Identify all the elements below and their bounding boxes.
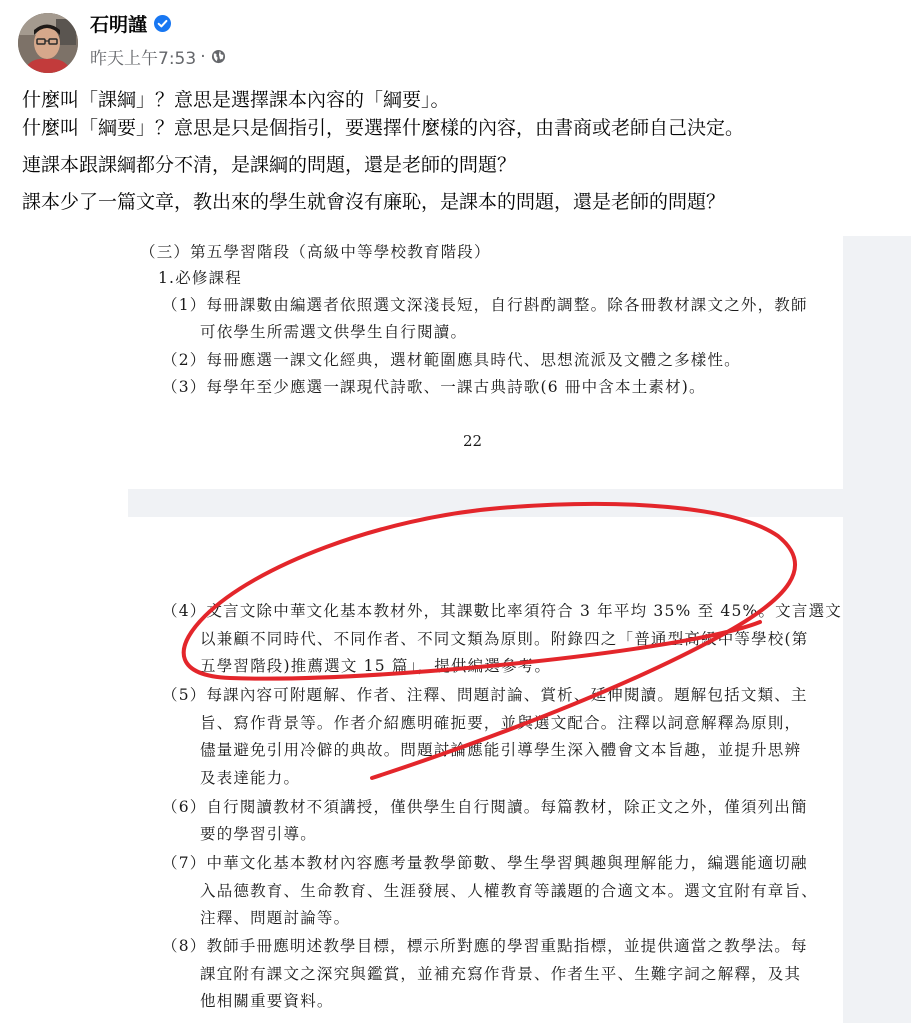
doc-line: 可依學生所需選文供學生自行閱讀。: [200, 323, 468, 341]
meta-separator: ·: [200, 46, 206, 67]
page-margin: [0, 489, 128, 1023]
page-number: 22: [463, 432, 483, 450]
author-name[interactable]: 石明謹: [90, 14, 148, 36]
doc-line: 及表達能力。: [200, 769, 301, 787]
globe-icon[interactable]: [211, 49, 226, 64]
doc-line: （2）每冊應選一課文化經典，選材範圍應具時代、思想流派及文體之多樣性。: [162, 351, 741, 369]
post-header: [0, 0, 911, 80]
doc-line: （1）每冊課數由編選者依照選文深淺長短，自行斟酌調整。除各冊教材課文之外，教師: [162, 296, 808, 314]
post-meta: [90, 44, 226, 69]
author-line: [90, 10, 171, 37]
post-image[interactable]: [0, 236, 911, 1023]
post-line: 課本少了一篇文章，教出來的學生就會沒有廉恥，是課本的問題，還是老師的問題？: [22, 191, 726, 213]
doc-line: 五學習階段)推薦選文 15 篇」，提供編選參考。: [200, 657, 552, 675]
doc-heading: （三）第五學習階段（高級中等學校教育階段）: [140, 243, 491, 261]
doc-line: 注釋、問題討論等。: [200, 909, 351, 927]
doc-line: 旨、寫作背景等。作者介紹應明確扼要，並與選文配合。注釋以詞意解釋為原則，: [200, 714, 802, 732]
doc-line: （7）中華文化基本教材內容應考量教學節數、學生學習興趣與理解能力，編選能適切融: [162, 854, 808, 872]
doc-line: 儘量避免引用冷僻的典故。問題討論應能引導學生深入體會文本旨趣，並提升思辨: [200, 741, 802, 759]
doc-line: 他相關重要資料。: [200, 992, 334, 1010]
verified-badge-icon: [154, 15, 171, 32]
doc-subheading: 1.必修課程: [158, 269, 242, 287]
post-line: 什麼叫「課綱」？意思是選擇課本內容的「綱要」。: [22, 89, 450, 111]
document-page-22: [0, 236, 843, 489]
doc-line: （5）每課內容可附題解、作者、注釋、問題討論、賞析、延伸閱讀。題解包括文類、主: [162, 686, 808, 704]
doc-line: 以兼顧不同時代、不同作者、不同文類為原則。附錄四之「普通型高級中等學校(第: [200, 630, 809, 648]
doc-line: （8）教師手冊應明述教學目標，標示所對應的學習重點指標，並提供適當之教學法。每: [162, 937, 808, 955]
post-line: 連課本跟課綱都分不清，是課綱的問題，還是老師的問題？: [22, 154, 517, 176]
author-avatar[interactable]: [18, 13, 78, 73]
post-line: 什麼叫「綱要」？意思是只是個指引，要選擇什麼樣的內容，由書商或老師自己決定。: [22, 117, 745, 139]
doc-line: （4）文言文除中華文化基本教材外，其課數比率須符合 3 年平均 35% 至 45%。文言選文: [162, 602, 842, 620]
avatar-photo: [18, 13, 78, 73]
doc-line: （3）每學年至少應選一課現代詩歌、一課古典詩歌(6 冊中含本土素材)。: [162, 378, 706, 396]
doc-line: 入品德教育、生命教育、生涯發展、人權教育等議題的合適文本。選文宜附有章旨、: [200, 882, 818, 900]
post-timestamp[interactable]: 昨天上午7:53: [90, 49, 197, 69]
post-message: [22, 86, 892, 216]
doc-line: 要的學習引導。: [200, 825, 317, 843]
doc-line: （6）自行閱讀教材不須講授，僅供學生自行閱讀。每篇教材，除正文之外，僅須列出簡: [162, 798, 808, 816]
doc-line: 課宜附有課文之深究與鑑賞，並補充寫作背景、作者生平、生難字詞之解釋，及其: [200, 965, 802, 983]
